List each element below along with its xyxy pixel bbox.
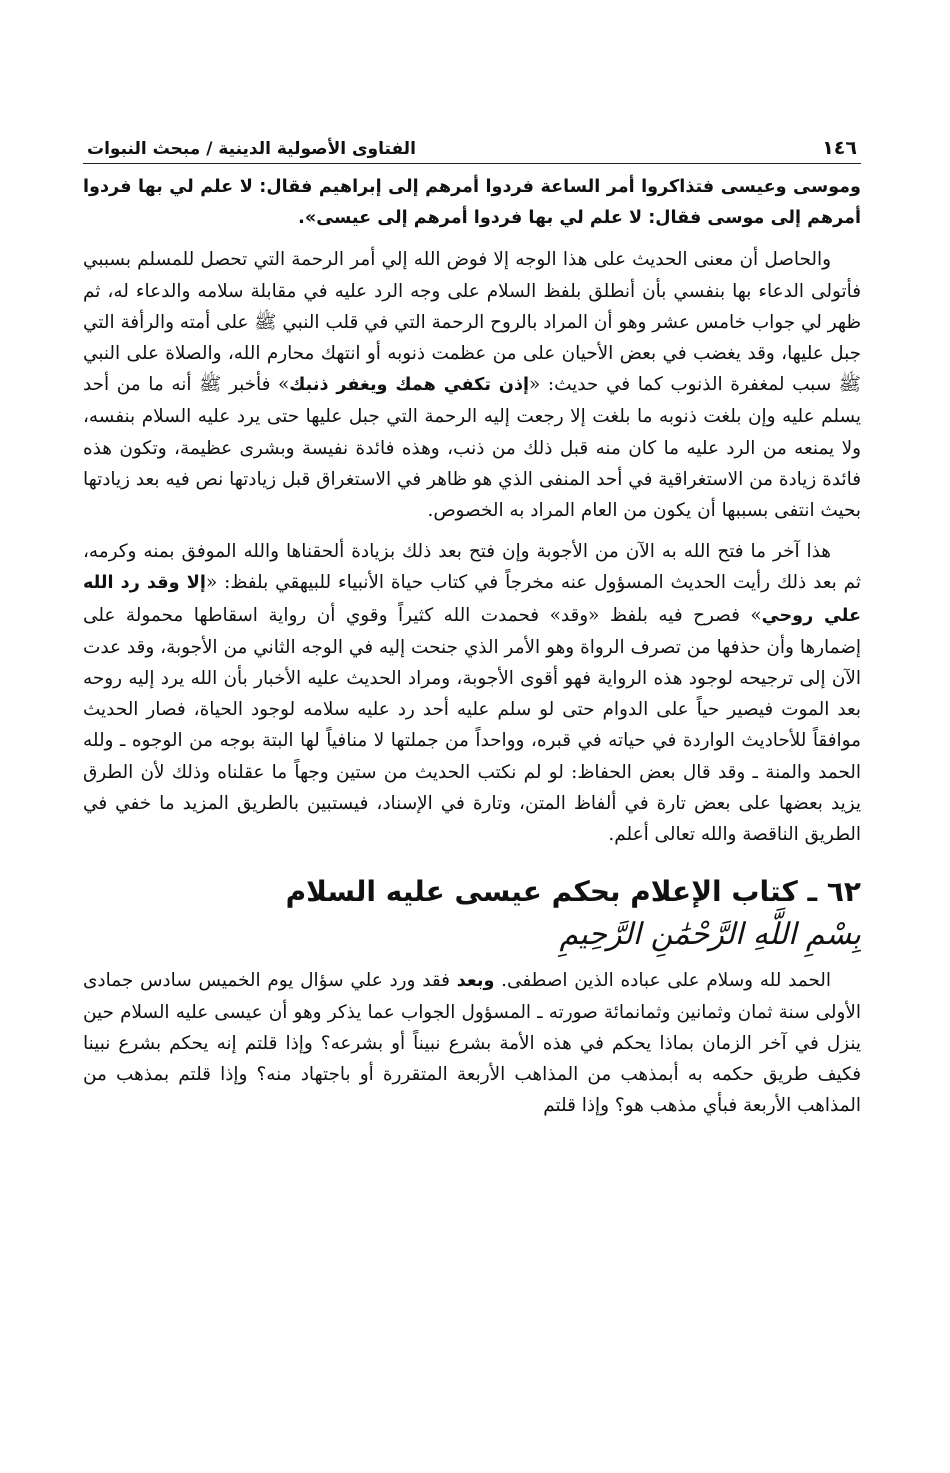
paragraph-4 [83, 965, 861, 1122]
paragraph-3 [83, 536, 861, 850]
book-page [83, 128, 861, 1132]
paragraph-2-text-a: والحاصل أن معنى الحديث على هذا الوجه إلا فوض الله إلي أمر الرحمة التي تحصل للمسلم بسببي فأتولى الدعاء بها بنفسي بأن أنطلق بلفظ السلام على وجه الرد عليه في مقابلة سلامه والدعاء له، ثم ظهر لي جواب خامس عشر وهو أن المراد بالروح الرحمة التي في قلب النبي ﷺ على أمته والرأفة التي جبل عليها، وقد يغضب في بعض الأحيان على من عظمت ذنوبه أو انتهك محارم الله، والصلاة على النبي ﷺ سبب لمغفرة الذنوب كما في حديث: « [83, 249, 861, 396]
running-title: الفتاوى الأصولية الدينية / مبحث النبوات [87, 139, 416, 159]
running-header [83, 128, 861, 164]
paragraph-4-text-a: الحمد لله وسلام على عباده الذين اصطفى. [494, 969, 832, 991]
paragraph-4-text-b: فقد ورد علي سؤال يوم الخميس سادس جمادى الأولى سنة ثمان وثمانين وثمانمائة صورته ـ المسؤول الجواب عما يذكر وهو أن عيسى عليه السلام حين ينزل في آخر الزمان بماذا يحكم في هذه الأمة بشرع نبيناً أو بشرعه؟ وإذا قلتم إنه يحكم بشرع نبينا فكيف طريق حكمه به أبمذهب من المذاهب الأربعة المتقررة أو باجتهاد منه؟ وإذا قلتم بمذهب من المذاهب الأربعة فبأي مذهب هو؟ وإذا قلتم [83, 969, 861, 1117]
page-number: ١٤٦ [822, 137, 857, 159]
basmala: بِسْمِ اللَّهِ الرَّحْمَٰنِ الرَّحِيمِ [559, 917, 861, 953]
hadith-quote-1: إذن تكفي همك ويغفر ذنبك [289, 375, 530, 396]
paragraph-1: وموسى وعيسى فتذاكروا أمر الساعة فردوا أمرهم إلى إبراهيم فقال: لا علم لي بها فردوا أمرهم إلى موسى فقال: لا علم لي بها فردوا أمرهم إلى عيسى». [83, 177, 861, 229]
paragraph-2 [83, 244, 861, 526]
paragraph-3-text-b: » فصرح فيه بلفظ «وقد» فحمدت الله كثيراً وقوي أن رواية اسقاطها محمولة على إضمارها وأن حذفها من تصرف الرواة وهو الأمر الذي جنحت إليه في الوجه الثاني من الأجوبة، وقد عدت الآن إلى ترجيحه لوجود هذه الرواية فهو أقوى الأجوبة، ومراد الحديث عليه الأخبار بأن الله يرد إليه روحه بعد الموت فيصير حياً على الدوام حتى لو سلم عليه أحد رد عليه سلامه لوجود الحياة، فصار الحديث موافقاً للأحاديث الواردة في حياته في قبره، وواحداً من جملتها لا منافياً لها البتة بوجه من الوجوه ـ ولله الحمد والمنة ـ وقد قال بعض الحفاظ: لو لم نكتب الحديث من ستين وجهاً ما عقلناه وذلك لأن الطرق يزيد بعضها على بعض تارة في ألفاظ المتن، وتارة في الإسناد، فيستبين بالطريق المزيد ما خفي في الطريق الناقصة والله تعالى أعلم. [83, 604, 861, 846]
paragraph-2-text-b: » فأخبر ﷺ أنه ما من أحد يسلم عليه وإن بلغت ذنوبه ما بلغت إلا رجعت إليه الرحمة التي جبل عليها حتى يرد عليه السلام بنفسه، ولا يمنعه من الرد عليه ما كان منه قبل ذلك من ذنب، وهذه فائدة نفيسة وبشرى عظيمة، وتكون هذه فائدة زيادة من الاستغراقية في أحد المنفى الذي هو ظاهر في الاستغراق قبل زيادتها نص فيه بعد زيادتها بحيث انتفى بسببها أن يكون من العام المراد به الخصوص. [83, 374, 861, 522]
chapter-title: ٦٢ ـ كتاب الإعلام بحكم عيسى عليه السلام [285, 875, 861, 909]
body-text [83, 172, 861, 1122]
wa-baad-keyword: وبعد [456, 970, 495, 991]
hadith-quote-2: إلا وقد رد الله علي روحي [83, 573, 861, 626]
paragraph-3-text-a: هذا آخر ما فتح الله به الآن من الأجوبة وإن فتح بعد ذلك بزيادة ألحقناها والله الموفق بمنه وكرمه، ثم بعد ذلك رأيت الحديث المسؤول عنه مخرجاً في كتاب حياة الأنبياء للبيهقي بلفظ: « [83, 541, 861, 594]
